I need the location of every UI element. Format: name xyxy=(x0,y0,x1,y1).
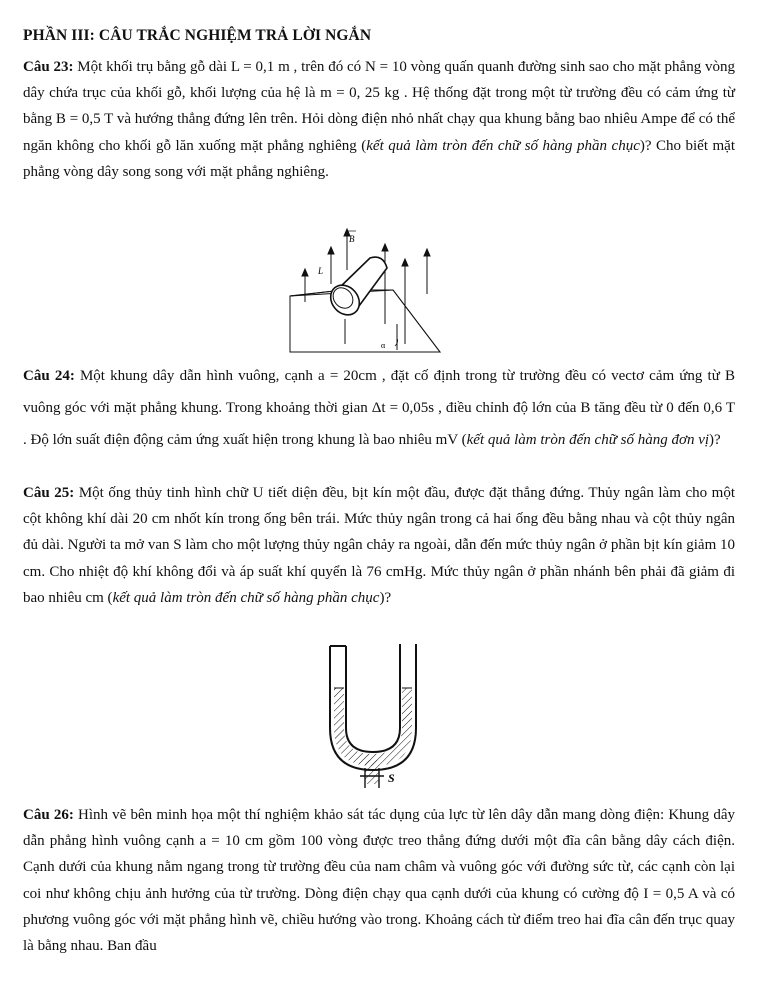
question-25-text-b: )? xyxy=(379,589,392,606)
figure-b-label: B xyxy=(349,234,355,244)
figure-l-label: L xyxy=(318,266,324,276)
section-title: PHẦN III: CÂU TRẮC NGHIỆM TRẢ LỜI NGẮN xyxy=(23,27,372,44)
question-23-text-a: Một khối trụ bằng gỗ dài L = 0,1 m , trên đó có N = 10 vòng quấn quanh đường sinh sao cho mặt phẳng vòng dây chứa trục của khối gỗ, khối lượng của hệ là m = 0, 25 kg . Hệ thống đặt trong một từ trường đều có cảm ứng từ bằng B = 0,5 T và hướng thẳng đứng lên trên. Hỏi dòng điện nhỏ nhất chạy qua khung bằng bao nhiêu Ampe để có thể ngăn không cho khối gỗ lăn xuống mặt phẳng nghiêng ( xyxy=(23,59,735,154)
question-24-text-a: Một khung dây dẫn hình vuông, cạnh a = 20cm , đặt cố định trong từ trường đều có vectơ cảm ứng từ B vuông góc với mặt phẳng khung. Trong khoảng thời gian Δt = 0,05s , điều chỉnh độ lớn của B tăng đều từ 0 đến 0,6 T . Độ lớn suất điện động cảm ứng xuất hiện trong khung là bao nhiêu mV ( xyxy=(23,368,736,448)
question-23-text-b: )? Cho biết mặt phẳng vòng dây song song với mặt phẳng nghiêng. xyxy=(23,137,735,180)
question-24-text-b: )? xyxy=(709,432,721,448)
question-24-italic: kết quả làm tròn đến chữ số hàng đơn vị xyxy=(466,432,710,448)
figure-cylinder-incline xyxy=(285,224,445,356)
question-25 xyxy=(23,480,735,611)
question-26 xyxy=(23,802,735,959)
question-25-text-a: Một ống thủy tinh hình chữ U tiết diện đều, bịt kín một đầu, được đặt thẳng đứng. Thủy ngân làm cho một cột không khí dài 20 cm nhốt kín trong ống bên trái. Mức thủy ngân trong cả hai ống đều bằng nhau và cột thủy ngân đủ dài. Người ta mở van S làm cho một lượng thủy ngân chảy ra ngoài, dẫn đến mức thủy ngân ở phần bịt kín giảm 10 cm. Cho nhiệt độ khí không đổi và áp suất khí quyển là 76 cmHg. Mức thủy ngân ở phần nhánh bên phải đã giảm đi bao nhiêu cm ( xyxy=(23,485,736,606)
question-24-label: Câu 24: xyxy=(23,368,75,384)
question-24 xyxy=(23,360,735,456)
figure-alpha-label: α xyxy=(381,341,386,350)
question-25-italic: kết quả làm tròn đến chữ số hàng phần chục xyxy=(112,589,380,606)
question-23-label: Câu 23: xyxy=(23,59,74,75)
question-25-label: Câu 25: xyxy=(23,485,75,501)
question-23 xyxy=(23,54,735,185)
figure-s-label: S xyxy=(388,771,395,785)
question-26-label: Câu 26: xyxy=(23,807,74,823)
question-23-italic: kết quả làm tròn đến chữ số hàng phần chục xyxy=(366,137,640,154)
figure-u-tube xyxy=(320,640,430,790)
question-26-text-a: Hình vẽ bên minh họa một thí nghiệm khảo sát tác dụng của lực từ lên dây dẫn mang dòng điện: Khung dây dẫn phẳng hình vuông cạnh a = 10 cm gồm 100 vòng được treo thẳng đứng dưới một đĩa cân bằng dây cách điện. Cạnh dưới của khung nằm ngang trong từ trường đều của nam châm và vuông góc với đường sức từ, các cạnh còn lại coi như không chịu ảnh hưởng của từ trường. Dòng điện chạy qua cạnh dưới của khung có cường độ I = 0,5 A và có phương vuông góc với mặt phẳng hình vẽ, chiều hướng vào trong. Khoảng cách từ điểm treo hai đĩa cân đến trục quay là bằng nhau. Ban đầu xyxy=(23,807,735,955)
